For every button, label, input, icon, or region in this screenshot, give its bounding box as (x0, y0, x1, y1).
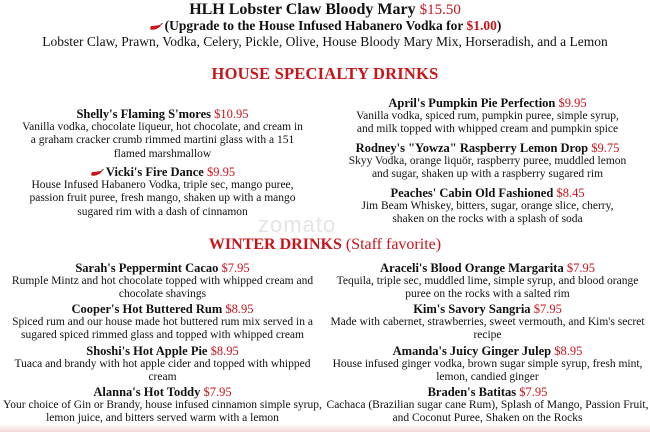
drink-price: $9.75 (591, 141, 620, 155)
drink-price: $8.95 (210, 344, 239, 358)
drink-name: Peaches' Cabin Old Fashioned (390, 186, 554, 200)
drink-description (325, 399, 650, 426)
featured-drink-name: HLH Lobster Claw Bloody Mary (189, 1, 416, 18)
description-line: lemon juice, and bitters served warm with a lemon (46, 412, 279, 425)
drink-name-line (325, 344, 650, 358)
drink-item (0, 344, 325, 385)
description-line: cream (148, 371, 177, 384)
drink-name: Shelly's Flaming S'mores (76, 107, 211, 121)
drink-item (0, 302, 325, 343)
description-line: Rumple Mintz and hot chocolate topped with whipped cream and (11, 275, 314, 287)
drink-name-line (0, 107, 325, 121)
drink-description (325, 200, 650, 227)
drink-description (325, 110, 650, 137)
drink-item (0, 107, 325, 161)
drink-item (325, 302, 650, 343)
drink-description (0, 121, 325, 161)
drink-item (325, 141, 650, 182)
drink-description (325, 275, 650, 302)
drink-name-line (325, 261, 650, 275)
description-line: Tequila, triple sec, muddled lime, simple syrup, and blood orange (336, 275, 639, 287)
drink-item (325, 96, 650, 137)
description-line: Tuaca and brandy with hot apple cider and topped with whipped (14, 358, 311, 370)
drink-name-line (325, 186, 650, 200)
drink-price: $8.45 (556, 186, 585, 200)
drink-name: Kim's Savory Sangria (413, 302, 531, 316)
description-line: Jim Beam Whiskey, bitters, sugar, orange slice, cherry, (361, 200, 614, 212)
drink-price: $8.95 (225, 302, 254, 316)
description-line: recipe (473, 329, 502, 342)
description-line: House Infused Habanero Vodka, triple sec, mango puree, (31, 179, 294, 191)
drink-name: Braden's Batitas (427, 385, 517, 399)
drink-item (0, 165, 325, 219)
description-line: Vanilla vodka, spiced rum, pumpkin puree, simple syrup, (356, 110, 619, 122)
drink-price: $10.95 (214, 107, 249, 121)
drink-description (0, 399, 325, 426)
drink-description (325, 358, 650, 385)
drink-item (325, 344, 650, 385)
description-line: flamed marshmallow (113, 147, 212, 160)
drink-description (0, 275, 325, 302)
drink-name: Cooper's Hot Buttered Rum (71, 302, 223, 316)
page-bottom-edge (0, 424, 650, 432)
drink-name-line (0, 302, 325, 316)
drink-description (325, 316, 650, 343)
description-line: puree on the rocks with a salted rim (405, 288, 570, 301)
drink-name-line (0, 385, 325, 399)
drink-name: Alanna's Hot Toddy (93, 385, 201, 399)
winter-note: (Staff favorite) (345, 236, 442, 253)
drink-name: Vicki's Fire Dance (105, 165, 204, 179)
drink-name: April's Pumpkin Pie Perfection (388, 96, 556, 110)
drink-name: Shoshi's Hot Apple Pie (86, 344, 208, 358)
upgrade-price: $1.00 (466, 18, 497, 33)
drink-name: Amanda's Juicy Ginger Julep (392, 344, 552, 358)
drink-item (0, 261, 325, 302)
description-line: Made with cabernet, strawberries, sweet vermouth, and Kim's secret (330, 316, 645, 328)
upgrade-text: (Upgrade to the House Infused Habanero Vodka for (164, 18, 467, 33)
drink-price: $7.95 (533, 302, 562, 316)
description-line: and milk topped with whipped cream and pumpkin spice (356, 123, 619, 136)
description-line: a graham cracker crumb rimmed martini glass with a 151 (30, 134, 295, 147)
drink-name: Rodney's "Yowza" Raspberry Lemon Drop (355, 141, 589, 155)
drink-name-line (325, 96, 650, 110)
description-line: sugared spiced rimmed glass and topped with whipped cream (21, 329, 304, 342)
upgrade-close: ) (496, 18, 502, 33)
description-line: chocolate shavings (118, 288, 207, 301)
description-line: shaken on the rocks with a splash of soda (392, 213, 583, 226)
drink-price: $8.95 (554, 344, 583, 358)
watermark: zomato (258, 212, 337, 237)
section-title-house-specialty: HOUSE SPECIALTY DRINKS (211, 64, 439, 83)
drink-description (325, 155, 650, 182)
featured-drink-ingredients: Lobster Claw, Prawn, Vodka, Celery, Pickle, Olive, House Bloody Mary Mix, Horseradish, and a Lemon (42, 34, 608, 49)
drink-name-line (0, 165, 325, 179)
section-title-winter-drinks (0, 236, 650, 254)
drink-item (325, 186, 650, 227)
description-line: passion fruit puree, fresh mango, shaken up with a mango (29, 192, 296, 205)
drink-name-line (0, 261, 325, 275)
description-line: lemon, candied ginger (436, 371, 539, 384)
chili-pepper-icon (149, 23, 163, 31)
drink-name-line (0, 344, 325, 358)
drink-item (325, 261, 650, 302)
drink-price: $9.95 (206, 165, 236, 179)
drink-price: $9.95 (558, 96, 587, 110)
description-line: and Coconut Puree, Shaken on the Rocks (392, 412, 583, 425)
drink-price: $7.95 (566, 261, 595, 275)
upgrade-note (0, 18, 650, 34)
drink-price: $7.95 (519, 385, 548, 399)
chili-pepper-icon (90, 169, 104, 177)
description-line: Your choice of Gin or Brandy, house infused cinnamon simple syrup, (3, 399, 322, 411)
winter-title: WINTER DRINKS (208, 236, 342, 253)
description-line: Cachaca (Brazilian sugar cane Rum), Splash of Mango, Passion Fruit, (326, 399, 649, 411)
description-line: and sugar, shaken up with a raspberry sugared rim (371, 168, 604, 181)
drink-name-line (325, 302, 650, 316)
featured-drink-price: $15.50 (419, 2, 461, 18)
description-line: Skyy Vodka, orange liquör, raspberry puree, muddled lemon (348, 155, 627, 167)
drink-name-line (325, 141, 650, 155)
description-line: Vanilla vodka, chocolate liqueur, hot chocolate, and cream in (22, 121, 303, 133)
drink-price: $7.95 (203, 385, 232, 399)
drink-description (0, 358, 325, 385)
drink-description (0, 316, 325, 343)
description-line: sugared rim with a dash of cinnamon (77, 205, 248, 218)
description-line: House infused ginger vodka, brown sugar simple syrup, fresh mint, (332, 358, 643, 370)
drink-name: Araceli's Blood Orange Margarita (380, 261, 564, 275)
description-line: Spiced rum and our house made hot buttered rum mix served in a (12, 316, 313, 328)
drink-price: $7.95 (221, 261, 250, 275)
drink-name: Sarah's Peppermint Cacao (75, 261, 219, 275)
drink-name-line (325, 385, 650, 399)
drink-item (325, 385, 650, 426)
drink-item (0, 385, 325, 426)
featured-drink-title (0, 1, 650, 19)
